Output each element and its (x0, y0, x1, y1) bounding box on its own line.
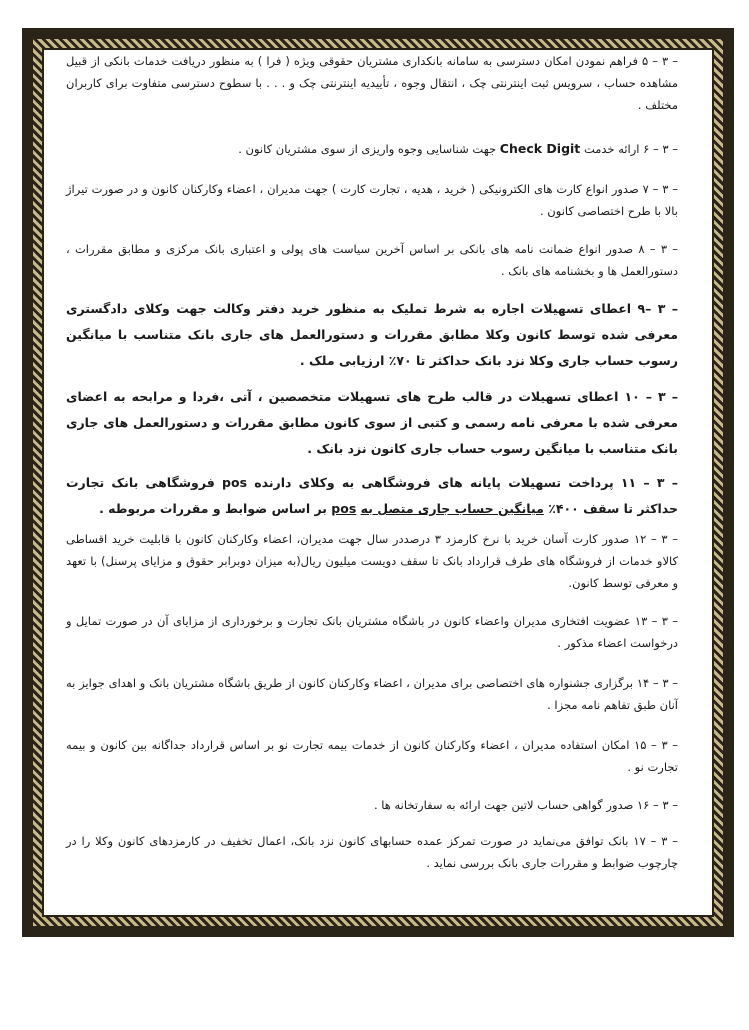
clause-number: ۶ – ۳ – (643, 142, 678, 156)
clause-text: صدور گواهی حساب لاتین جهت ارائه به سفارتخانه ها . (373, 798, 634, 812)
clause-3-11 (66, 470, 678, 522)
clause-3-17 (66, 830, 678, 874)
clause-number: ۱۴ – ۳ – (636, 676, 678, 690)
clause-text: بانک توافق می‌نماید در صورت تمرکز عمده حسابهای کانون نزد بانک، اعمال تخفیف در کارمزدهای کانون وکلا را در چارچوب ضوابط و مقررات جاری بانک بررسی نماید . (66, 834, 678, 870)
clause-3-12 (66, 528, 678, 594)
latin-term: pos (222, 475, 248, 490)
clause-text: عضویت افتخاری مدیران واعضاء کانون در باشگاه مشتریان بانک تجارت و برخورداری از مزایای آن در صورت تمایل و درخواست اعضاء مذکور . (66, 614, 678, 650)
clause-number: ۷ – ۳ – (642, 182, 678, 196)
clause-text: جهت شناسایی وجوه واریزی از سوی مشتریان کانون . (238, 142, 497, 156)
clause-3-10 (66, 384, 678, 462)
clause-number: ۹– ۳ – (637, 301, 678, 316)
clause-3-9 (66, 296, 678, 374)
clause-number: ۱۲ – ۳ – (633, 532, 679, 546)
clause-text-pre: پرداخت تسهیلات پایانه های فروشگاهی به وکلای دارنده (254, 475, 614, 490)
clause-text: بر اساس ضوابط و مقررات مربوطه . (99, 501, 327, 516)
clause-3-16 (66, 794, 678, 816)
clause-3-6 (66, 138, 678, 160)
latin-term-2: pos (331, 501, 357, 516)
clause-text: اعطای تسهیلات در قالب طرح های تسهیلات متخصصین ، آتی ،فردا و مرابحه به اعضای معرفی شده با معرفی نامه رسمی و کتبی از سوی کانون مطابق مقررات و دستورالعمل های جاری بانک متناسب با میانگین رسوب حساب جاری کانون نزد بانک . (66, 389, 678, 456)
clause-text: صدور انواع ضمانت نامه های بانکی بر اساس آخرین سیاست های پولی و اعتباری بانک مرکزی و مطابق مقررات ، دستورالعمل ها و بخشنامه های بانک . (66, 242, 678, 278)
clause-3-5 (66, 50, 678, 116)
clause-number: ۱۱ – ۳ – (620, 475, 678, 490)
clause-number: ۱۵ – ۳ – (634, 738, 679, 752)
underlined-text: میانگین حساب جاری متصل به (360, 501, 544, 516)
clause-number: ۵ – ۳ – (642, 54, 678, 68)
clause-3-7 (66, 178, 678, 222)
clause-text: فراهم نمودن امکان دسترسی به سامانه بانکداری مشتریان حقوقی ویژه ( فرا ) به منظور دریافت خدمات بانکی از قبیل مشاهده حساب ، سرویس ثبت اینترنتی چک ، انتقال وجوه ، تأییدیه اینترنتی چک و . . . با سطوح دسترسی متفاوت برای کاربران مختلف . (66, 54, 678, 112)
clause-number: ۱۷ – ۳ – (633, 834, 679, 848)
clause-3-8 (66, 238, 678, 282)
latin-term: Check Digit (499, 141, 581, 156)
clause-text: صدور انواع کارت های الکترونیکی ( خرید ، هدیه ، تجارت کارت ) جهت مدیران ، اعضاء وکارکنان کانون و در صورت تیراژ بالا با طرح اختصاصی کانون . (66, 182, 678, 218)
clause-text-mid: فروشگاهی بانک تجارت حداکثر تا سقف ۴۰۰٪ (66, 475, 678, 516)
clause-3-13 (66, 610, 678, 654)
clause-text: صدور کارت آسان خرید با نرخ کارمزد ۳ درصددر سال جهت مدیران، اعضاء وکارکنان کانون با قابلیت خرید اقساطی کالاو خدمات از فروشگاه های طرف قرارداد بانک تا سقف دویست میلیون ریال(به میزان دوبرابر حقوق و مزایای پرسنل) با تعهد و معرفی توسط کانون. (66, 532, 678, 590)
clause-text: برگزاری جشنواره های اختصاصی برای مدیران ، اعضاء وکارکنان کانون از طریق باشگاه مشتریان بانک و اهدای جوایز به آنان طبق تفاهم نامه مجزا . (66, 676, 678, 712)
clause-text-pre: ارائه خدمت (583, 142, 640, 156)
clause-number: ۱۰ – ۳ – (624, 389, 678, 404)
clause-number: ۱۳ – ۳ – (634, 614, 678, 628)
clause-text: اعطای تسهیلات اجاره به شرط تملیک به منظور خرید دفتر وکالت جهت وکلای دادگستری معرفی شده توسط کانون وکلا مطابق مقررات و دستورالعمل های جاری بانک متناسب با میانگین رسوب حساب جاری وکلا نزد بانک حداکثر تا ۷۰٪ ارزیابی ملک . (66, 301, 678, 368)
clause-number: ۸ – ۳ – (638, 242, 679, 256)
clause-text: امکان استفاده مدیران ، اعضاء وکارکنان کانون از خدمات بیمه تجارت نو بر اساس قرارداد جداگانه بین کانون و بیمه تجارت نو . (66, 738, 678, 774)
clause-number: ۱۶ – ۳ – (637, 798, 678, 812)
clause-3-15 (66, 734, 678, 778)
clause-3-14 (66, 672, 678, 716)
